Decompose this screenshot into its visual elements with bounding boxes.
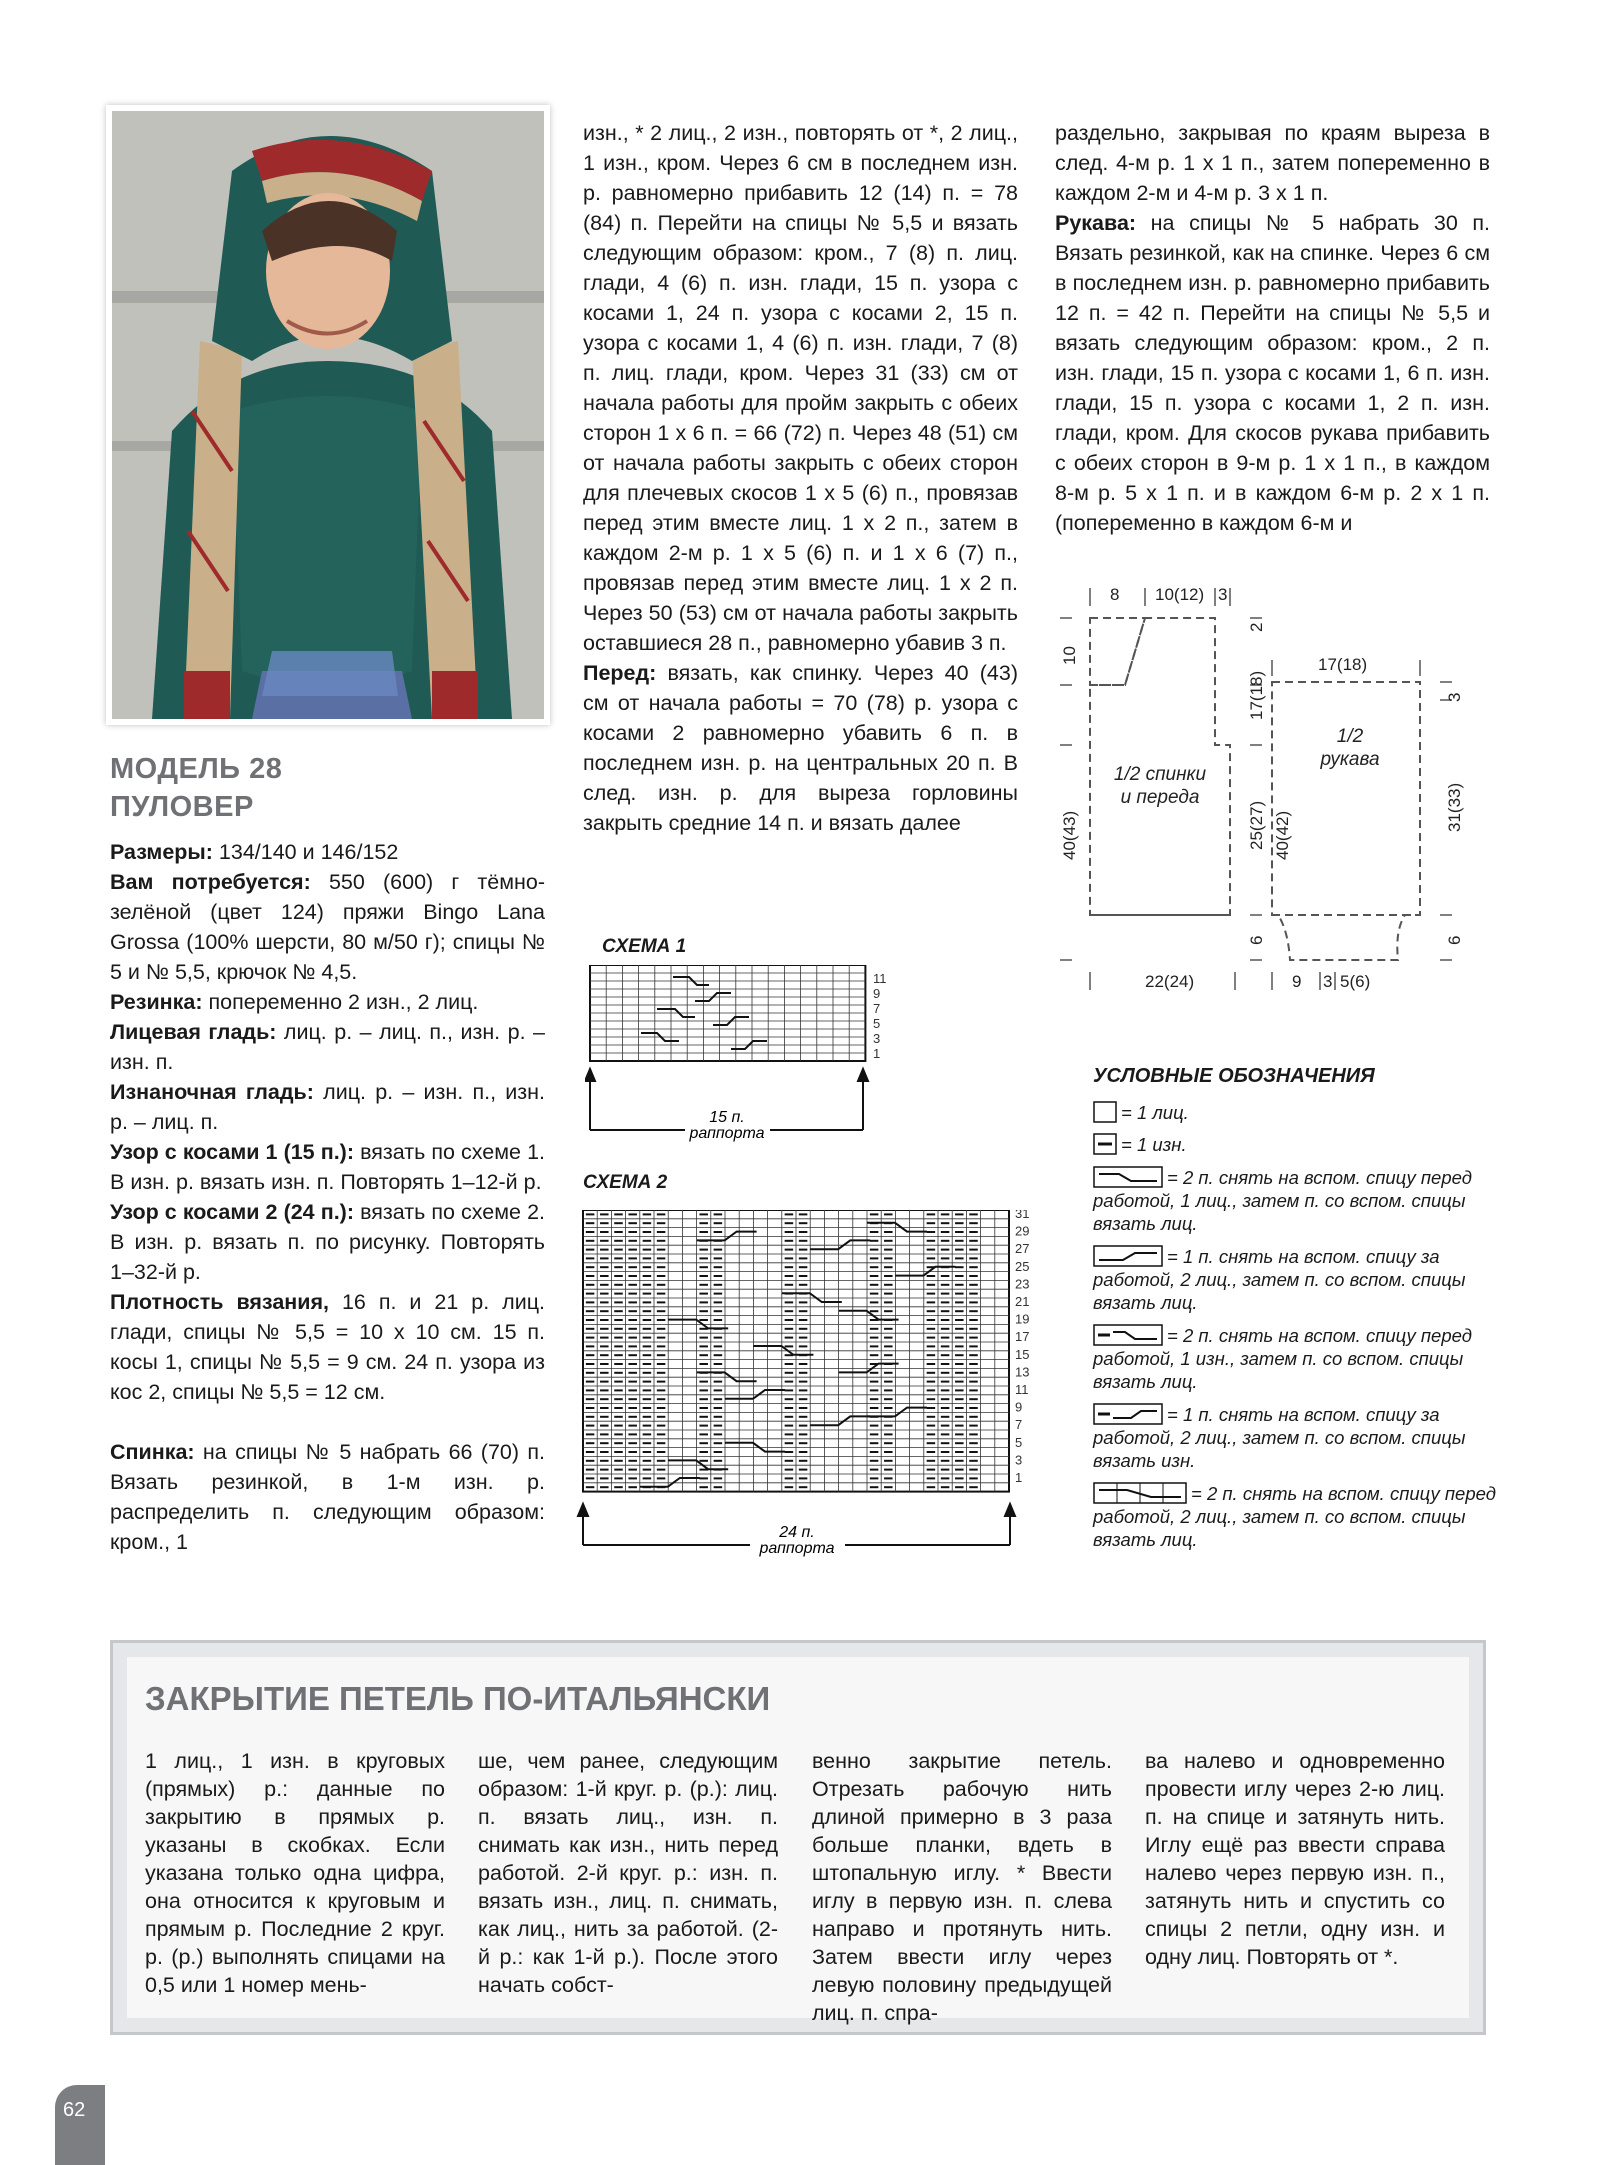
legend-text: = 1 лиц. (1121, 1102, 1189, 1123)
row-number: 3 (1015, 1452, 1023, 1468)
stockinette-label: Лицевая гладь: (110, 1020, 277, 1044)
cable1-label: Узор с косами 1 (15 п.): (110, 1140, 354, 1164)
box-column-3: венно закрытие петель. Отрезать рабочую нить длиной примерно в 3 раза больше планки, вдеть в штопальную иглу. * Ввести иглу в первую изн. п. слева направо и протянуть нить. Затем ввести иглу через левую половину предыдущей лиц. п. спра- (812, 1749, 1112, 2025)
dim-17-18-horizontal: 17(18) (1318, 655, 1368, 674)
cable-1-over-2-back-icon (1093, 1245, 1163, 1267)
schema2-repeat-label: раппорта (759, 1540, 835, 1557)
schema1-chart (585, 965, 905, 1150)
legend-item-purl (1093, 1133, 1523, 1156)
row-number: 27 (1015, 1241, 1030, 1257)
dim-31-33: 31(33) (1445, 782, 1464, 832)
neckline-paragraph: раздельно, закрывая по краям выреза в след. 4-м р. 1 х 1 п., затем попеременно в каждом 2-м и 4-м р. 3 х 1 п. (1055, 121, 1490, 205)
sizes-label: Размеры: (110, 840, 213, 864)
cable1-paragraph (110, 1137, 545, 1197)
legend-item-cable-front-1 (1093, 1166, 1523, 1235)
row-number: 7 (1015, 1417, 1023, 1433)
cable2-paragraph (110, 1197, 545, 1287)
row-number: 9 (1015, 1399, 1023, 1415)
dim-40-42: 40(42) (1273, 810, 1292, 860)
dim-10-12: 10(12) (1155, 585, 1205, 604)
cable-2-over-2-front-icon (1093, 1482, 1187, 1504)
row-number: 1 (1015, 1470, 1023, 1485)
front-label: Перед: (583, 661, 657, 685)
dim-9: 9 (1292, 972, 1302, 991)
schema1-grid (590, 965, 865, 1061)
dimension-lines (1060, 588, 1452, 990)
dim-5-6: 5(6) (1340, 972, 1371, 991)
stockinette-text: лиц. р. – лиц. п., изн. р. – изн. п. (110, 1020, 545, 1074)
legend-item-cable-front-purl (1093, 1324, 1523, 1393)
sleeve-piece-label: 1/2 (1336, 726, 1364, 747)
dim-3-cuff: 3 (1323, 972, 1333, 991)
row-number: 3 (873, 1031, 881, 1046)
rib-paragraph (110, 987, 545, 1017)
sizes-text: 134/140 и 146/152 (212, 840, 399, 864)
schema1-repeat-count: 15 п. (709, 1109, 745, 1126)
gauge-paragraph (110, 1287, 545, 1407)
dim-6-body: 6 (1247, 935, 1266, 945)
model-photo (106, 105, 550, 725)
row-number: 15 (1015, 1346, 1030, 1362)
legend-text: = 1 п. снять на вспом. спицу за работой, 2 лиц., затем п. со вспом. спицы вязать лиц. (1093, 1246, 1466, 1313)
cable2-text: вязать по схеме 2. В изн. р. вязать п. по рисунку. Повторять 1–32-й р. (110, 1200, 546, 1284)
row-number: 13 (1015, 1364, 1030, 1380)
materials-paragraph (110, 867, 545, 987)
knit-symbol-icon (1093, 1101, 1117, 1123)
materials-text: 550 (600) г тёмно-зелёной (цвет 124) пряжи Bingo Lana Grossa (100% шерсти, 80 м/50 г); спицы № 5 и № 5,5, крючок № 4,5. (110, 870, 546, 984)
schema1-row-numbers (873, 971, 887, 1061)
legend-item-knit (1093, 1101, 1523, 1124)
row-number: 31 (1015, 1210, 1030, 1221)
back-continued-paragraph: изн., * 2 лиц., 2 изн., повторять от *, 2 лиц., 1 изн., кром. Через 6 см в последнем изн. р. равномерно прибавить 12 (14) п. = 78 (84) п. Перейти на спицы № 5,5 и вязать следующим образом: кром., 7 (8) п. лиц. глади, 4 (6) п. изн. глади, 15 п. узора с косами 1, 24 п. узора с косами 2, 15 п. узора с косами 1, 4 (6) п. изн. глади, 7 (8) п. лиц. глади, кром. Через 31 (33) см от начала работы для пройм закрыть с обеих сторон 1 х 6 п. = 66 (72) п. Через 48 (51) см от начала работы закрыть с обеих сторон для плечевых скосов 1 х 5 (6) п., провязав перед этим вместе лиц. 1 х 2 п., затем в каждом 2-м р. 1 х 5 (6) п. и 1 х 6 (7) п., провязав перед этим вместе лиц. 1 х 2 п. Через 50 (53) см от начала работы закрыть оставшиеся 28 п., равномерно убавив 3 п. (583, 121, 1018, 655)
legend-text: = 2 п. снять на вспом. спицу перед работой, 2 лиц., затем п. со вспом. спицы вязать лиц. (1093, 1483, 1496, 1550)
dim-10: 10 (1060, 646, 1079, 665)
boy-in-sweater-photo (112, 111, 544, 719)
body-piece-label-2: и переда (1120, 787, 1200, 808)
dim-3-sleeve: 3 (1445, 692, 1464, 702)
schema1-title: СХЕМА 1 (602, 936, 687, 957)
sleeves-label: Рукава: (1055, 211, 1137, 235)
pattern-diagrams (1050, 570, 1510, 1000)
back-label: Спинка: (110, 1440, 195, 1464)
row-number: 17 (1015, 1329, 1030, 1345)
rib-text: попеременно 2 изн., 2 лиц. (202, 990, 479, 1014)
legend-text: = 1 изн. (1121, 1134, 1187, 1155)
gauge-label: Плотность вязания, (110, 1290, 330, 1314)
instructions-column-3 (1055, 118, 1490, 538)
garment-type: ПУЛОВЕР (110, 791, 254, 823)
schema2-grid (583, 1210, 1009, 1492)
reverse-stockinette-label: Изнаночная гладь: (110, 1080, 314, 1104)
sleeve-piece-label-2: рукава (1320, 749, 1380, 770)
row-number: 11 (1015, 1382, 1029, 1397)
reverse-stockinette-text: лиц. р. – изн. п., изн. р. – лиц. п. (110, 1080, 545, 1134)
rib-label: Резинка: (110, 990, 203, 1014)
row-number: 23 (1015, 1276, 1030, 1292)
row-number: 7 (873, 1001, 881, 1016)
box-column-1: 1 лиц., 1 изн. в круговых (прямых) р.: данные по закрытию в прямых р. указаны в скобках. Если указана только одна цифра, она относится к круговым и прямым р. Последние 2 круг. р. (р.) выполнять спицами на 0,5 или 1 номер мень- (145, 1749, 445, 1997)
legend-text: = 1 п. снять на вспом. спицу за работой, 2 лиц., затем п. со вспом. спицы вязать изн. (1093, 1404, 1466, 1471)
row-number: 21 (1015, 1294, 1030, 1309)
model-number: МОДЕЛЬ 28 (110, 753, 283, 785)
back-paragraph (110, 1437, 545, 1557)
dim-6-sleeve: 6 (1445, 935, 1464, 945)
cable-2-over-1-front-icon (1093, 1166, 1163, 1188)
stockinette-paragraph (110, 1017, 545, 1077)
dim-25-27: 25(27) (1247, 800, 1266, 850)
schema1-repeat-label: раппорта (689, 1125, 765, 1142)
legend-text: = 2 п. снять на вспом. спицу перед работой, 1 лиц., затем п. со вспом. спицы вязать лиц. (1093, 1167, 1472, 1234)
legend-item-cable-2-over-2 (1093, 1482, 1523, 1551)
reverse-stockinette-paragraph (110, 1077, 545, 1137)
legend-text: = 2 п. снять на вспом. спицу перед работой, 1 изн., затем п. со вспом. спицы вязать лиц. (1093, 1325, 1472, 1392)
model-title (110, 750, 282, 826)
box-column-4: ва налево и одновременно провести иглу через 2-ю лиц. п. на спице и затянуть нить. Иглу ещё раз ввести справа налево через первую изн. п., затянуть нить и спустить со спицы 2 петли, одну изн. и одну лиц. Повторять от *. (1145, 1749, 1445, 1969)
front-text: вязать, как спинку. Через 40 (43) см от начала работы = 70 (78) р. узора с косами 2 равномерно убавить 6 п. в последнем изн. р. на центральных 20 п. В след. изн. р. для выреза горловины закрыть средние 14 п. и вязать далее (583, 661, 1018, 835)
page-number: 62 (63, 2099, 86, 2121)
row-number: 9 (873, 986, 881, 1001)
back-text: на спицы № 5 набрать 66 (70) п. Вязать резинкой, в 1-м изн. р. распределить п. следующим образом: кром., 1 (110, 1440, 545, 1554)
page-number-tab (55, 2085, 105, 2165)
sleeves-paragraph (1055, 208, 1490, 538)
dim-8: 8 (1110, 585, 1120, 604)
materials-label: Вам потребуется: (110, 870, 311, 894)
legend-item-cable-back-purl (1093, 1403, 1523, 1472)
legend-title: УСЛОВНЫЕ ОБОЗНАЧЕНИЯ (1093, 1065, 1375, 1087)
body-piece-label: 1/2 спинки (1113, 764, 1207, 785)
gauge-text: 16 п. и 21 р. лиц. глади, спицы № 5,5 = 10 х 10 см. 15 п. косы 1, спицы № 5,5 = 9 см. 24 п. узора из кос 2, спицы № 5,5 = 12 см. (110, 1290, 545, 1404)
row-number: 5 (873, 1016, 881, 1031)
front-paragraph (583, 658, 1018, 838)
row-number: 11 (873, 971, 887, 986)
dim-2: 2 (1247, 622, 1266, 632)
purl-symbol-icon (1093, 1133, 1117, 1155)
dim-22-24: 22(24) (1145, 972, 1195, 991)
schema2-chart (575, 1210, 1050, 1560)
sizes-paragraph (110, 837, 545, 867)
row-number: 25 (1015, 1258, 1030, 1274)
instructions-column-2 (583, 118, 1018, 838)
row-number: 29 (1015, 1223, 1030, 1239)
row-number: 5 (1015, 1434, 1023, 1450)
cable-1-over-2-purl-icon (1093, 1403, 1163, 1425)
box-column-2: ше, чем ранее, следующим образом: 1-й круг. р. (р.): лиц. п. вязать лиц., изн. п. снимать как изн., нить перед работой. 2-й круг. р.: изн. п. вязать изн., лиц. п. снимать, как лиц., нить за работой. (2-й р.: как 1-й р.). После этого начать собст- (478, 1749, 778, 1997)
schema2-row-numbers (1015, 1210, 1029, 1485)
dim-3: 3 (1218, 585, 1228, 604)
schema2-title: СХЕМА 2 (583, 1172, 668, 1193)
cable2-label: Узор с косами 2 (24 п.): (110, 1200, 354, 1224)
dim-40-43: 40(43) (1060, 810, 1079, 860)
sleeves-text: на спицы № 5 набрать 30 п. Вязать резинкой, как на спинке. Через 6 см в последнем изн. р. равномерно прибавить 12 п. = 42 п. Перейти на спицы № 5,5 и вязать следующим образом: кром., 2 п. изн. глади, 15 п. узора с косами 1, 6 п. изн. глади, 15 п. узора с косами 1, 2 п. изн. глади, кром. Для скосов рукава прибавить с обеих сторон в 9-м р. 1 х 1 п., в каждом 8-м р. 5 х 1 п. и в каждом 6-м р. 2 х 1 п. (попеременно в каждом 6-м и (1055, 211, 1490, 535)
cable-2-over-1-purl-icon (1093, 1324, 1163, 1346)
box-title: ЗАКРЫТИЕ ПЕТЕЛЬ ПО-ИТАЛЬЯНСКИ (145, 1680, 771, 1717)
legend-item-cable-back-1 (1093, 1245, 1523, 1314)
instructions-column-1 (110, 837, 545, 1557)
row-number: 19 (1015, 1311, 1030, 1327)
dim-17-18-vertical: 17(18) (1247, 670, 1266, 720)
row-number: 1 (873, 1046, 881, 1061)
cable1-text: вязать по схеме 1. В изн. р. вязать изн. п. Повторять 1–12-й р. (110, 1140, 546, 1194)
schema2-repeat-count: 24 п. (779, 1524, 815, 1541)
